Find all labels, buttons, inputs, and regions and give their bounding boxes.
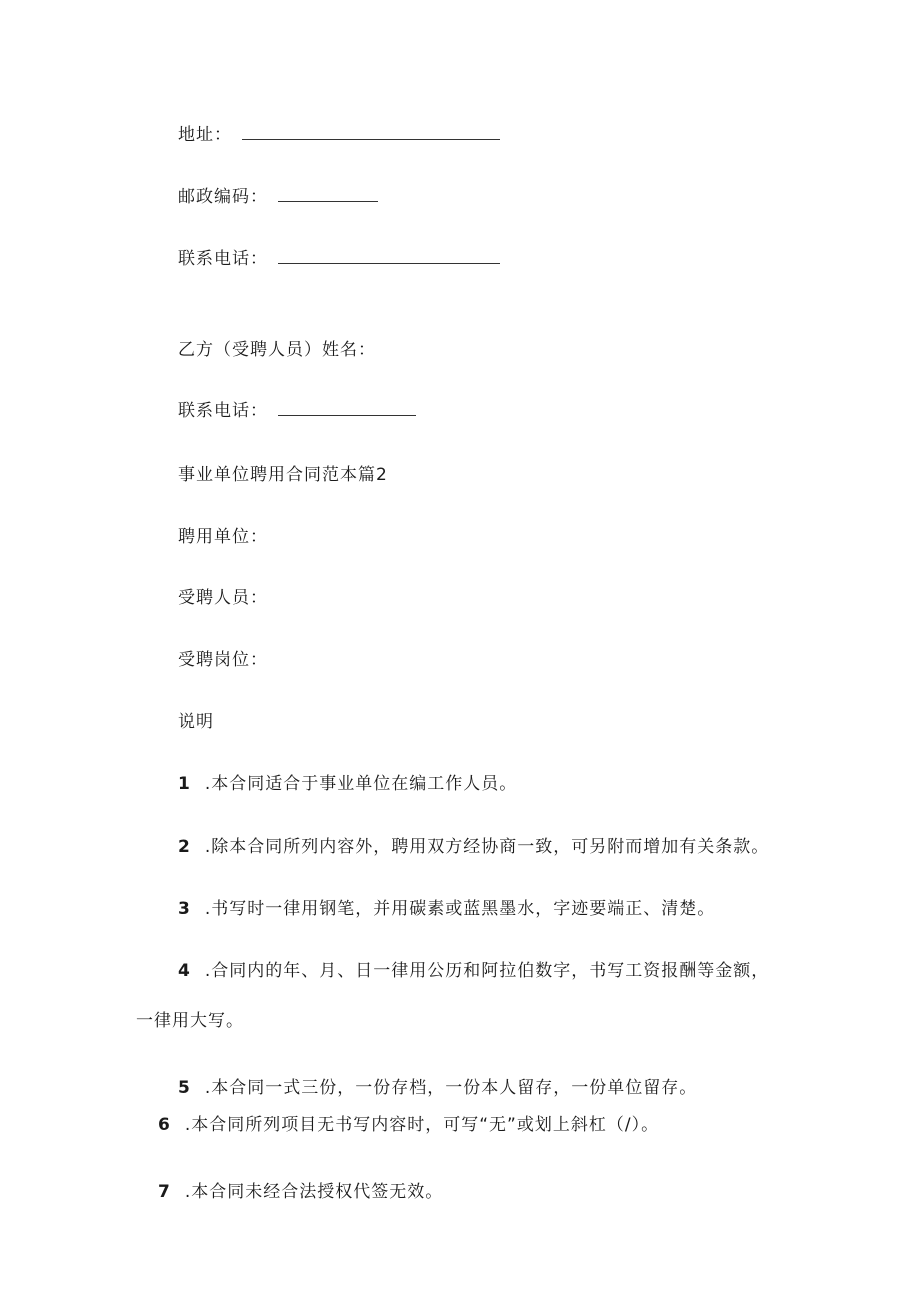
note-text: .本合同适合于事业单位在编工作人员。 <box>204 774 518 794</box>
note-text: .除本合同所列内容外，聘用双方经协商一致，可另附而增加有关条款。 <box>204 837 770 857</box>
note-number: 5 <box>178 1078 191 1098</box>
position-label: 受聘岗位： <box>178 650 268 670</box>
party-b-phone-line <box>178 400 416 422</box>
notes-title: 说明 <box>178 712 214 732</box>
postcode-blank[interactable] <box>278 187 378 202</box>
employer-label: 聘用单位： <box>178 527 268 547</box>
note-number: 1 <box>178 774 191 794</box>
note-continuation <box>136 1010 244 1032</box>
note-item <box>178 1077 697 1099</box>
note-text: .本合同未经合法授权代签无效。 <box>184 1182 444 1202</box>
party-b-name-line <box>178 339 376 361</box>
note-text: .本合同一式三份，一份存档，一份本人留存，一份单位留存。 <box>204 1078 698 1098</box>
note-text: .本合同所列项目无书写内容时，可写“无”或划上斜杠（/）。 <box>184 1115 660 1135</box>
note-number: 2 <box>178 837 191 857</box>
note-item <box>158 1114 659 1136</box>
party-b-phone-blank[interactable] <box>278 401 416 416</box>
note-item <box>178 898 715 920</box>
note-text: 一律用大写。 <box>136 1011 244 1031</box>
party-b-phone-label: 联系电话： <box>178 401 268 421</box>
postcode-label: 邮政编码： <box>178 187 268 207</box>
note-number: 7 <box>158 1182 171 1202</box>
note-number: 4 <box>178 961 191 981</box>
note-item <box>178 773 517 795</box>
address-line <box>178 124 500 146</box>
note-item <box>158 1181 443 1203</box>
note-number: 6 <box>158 1115 171 1135</box>
party-a-phone-line <box>178 248 500 270</box>
party-a-phone-label: 联系电话： <box>178 249 268 269</box>
address-blank[interactable] <box>242 125 500 140</box>
address-label: 地址： <box>178 125 232 145</box>
party-b-name-label: 乙方（受聘人员）姓名： <box>178 340 376 360</box>
note-item <box>178 836 769 858</box>
section-heading: 事业单位聘用合同范本篇2 <box>178 465 388 485</box>
note-text: .合同内的年、月、日一律用公历和阿拉伯数字，书写工资报酬等金额， <box>204 961 770 981</box>
note-item <box>178 960 769 982</box>
postcode-line <box>178 186 378 208</box>
party-a-phone-blank[interactable] <box>278 249 500 264</box>
employee-label: 受聘人员： <box>178 588 268 608</box>
note-number: 3 <box>178 899 191 919</box>
note-text: .书写时一律用钢笔，并用碳素或蓝黑墨水，字迹要端正、清楚。 <box>204 899 716 919</box>
